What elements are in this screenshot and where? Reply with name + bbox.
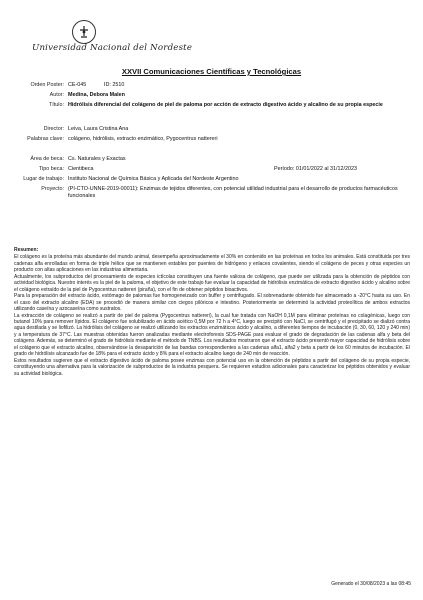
- tipo-value: Cientibeca: [68, 166, 94, 172]
- institution-name: Universidad Nacional del Nordeste: [32, 43, 193, 53]
- lugar-value: Instituto Nacional de Química Básica y Aplicada del Nordeste Argentino: [68, 176, 239, 182]
- proyecto-value: (PI-CTO-UNNE-2019-00011): Enzimas de tejidos diferentes, con potencial utilidad industrial para el desarrollo de productos farmacéuticos funcionales: [68, 186, 398, 199]
- lugar-label: Lugar de trabajo:: [23, 176, 64, 182]
- autor-label: Autor:: [49, 92, 64, 98]
- area-label: Área de beca:: [30, 156, 64, 162]
- generated-timestamp: Generado el 30/08/2023 a las 08:45: [331, 581, 411, 587]
- abstract: [14, 247, 410, 377]
- titulo-value: Hidrólisis diferencial del colágeno de piel de paloma por acción de extracto digestivo ácido y alcalino de su propia especie: [68, 102, 383, 108]
- abstract-paragraph: Estos resultados sugieren que el extracto digestivo ácido de paloma posee enzimas con potencial uso en la obtención de péptidos a partir del colágeno de su propia especie, constituyendo una alternativa para la valorización de subproductos de la industria pesquera. Se requieren estudios adicionales para caracterizar los péptidos obtenidos y evaluar su actividad biológica.: [14, 357, 410, 377]
- orden-value: CE-045: [68, 82, 87, 88]
- metadata-block: [0, 0, 423, 240]
- director-value: Leiva, Laura Cristina Ana: [68, 126, 129, 132]
- proyecto-label: Proyecto:: [41, 186, 64, 192]
- resumen-label: Resumen:: [14, 247, 39, 253]
- abstract-paragraph: Actualmente, los subproductos del procesamiento de especies ictícolas constituyen una fuente valiosa de colágeno, que puede ser utilizada para la obtención de péptidos con actividad biológica. Nuestro interés es la piel de la paloma, el objetivo de este trabajo fue evaluar la capacidad de hidrólisis enzimática de extracto digestivo ácido y alcalino sobre el colágeno extraído de la piel de Pygocentrus nattereri (piraña), con el fin de obtener péptidos bioactivos.: [14, 273, 410, 293]
- palabras-label: Palabras clave:: [27, 136, 64, 142]
- abstract-paragraph: Para la preparación del extracto ácido, estómago de palomas fue homogeneizado con buffer y centrifugado. El sobrenadante obtenido fue almacenado a -20°C hasta su uso. En el caso del extracto alcalino (EDA) se procedió de manera similar con ciegos pilóricos e intestino. Posteriormente se determinó la actividad proteolítica de ambos extractos utilizando caseína y azocaseína como sustratos.: [14, 293, 410, 313]
- titulo-label: Título:: [49, 102, 64, 108]
- palabras-value: colágeno, hidrólisis, extracto enzimático, Pygocentrus nattereri: [68, 136, 218, 142]
- abstract-paragraph: El colágeno es la proteína más abundante del mundo animal, desempeña aproximadamente el 30% en contenido en las proteínas en todos los animales. Está constituida por tres cadenas alfa enrolladas en forma de triple hélice que se mantienen estables por puentes de hidrógeno y enlaces covalentes, siendo el colágeno de peces y otras especies un producto con altas aplicaciones en las industrias alimentaria.: [14, 254, 410, 274]
- id-value: ID: 2510: [104, 82, 125, 88]
- abstract-paragraph: La extracción de colágeno se realizó a partir de piel de paloma (Pygocentrus nattereri), la cual fue tratada con NaOH 0,1M para eliminar proteínas no colagénicas, luego con butanol 10% para remover lípidos. El colágeno fue solubilizado en ácido acético 0,5M por 72 h a 4°C, luego se precipitó con NaCl, se centrifugó y el precipitado se dializó contra agua destilada y se liofilizó. La hidrólisis del colágeno se realizó utilizando los extractos enzimáticos ácido y alcalino, a diferentes tiempos de incubación (0, 30, 60, 120 y 240 min) y a temperatura de 37°C. Las muestras obtenidas fueron analizadas mediante electroforesis SDS-PAGE para evaluar el grado de degradación de las cadenas alfa y beta del colágeno. Además, se determinó el grado de hidrólisis mediante el método de TNBS. Los resultados mostraron que el extracto ácido presentó mayor capacidad de hidrólisis sobre el colágeno que el extracto alcalino, observándose la desaparición de las bandas correspondientes a las cadenas alfa1, alfa2 y beta a partir de los 60 minutos de incubación. El grado de hidrólisis alcanzado fue de 18% para el extracto ácido y 8% para el extracto alcalino luego de 240 min de reacción.: [14, 312, 410, 358]
- autor-value: Medina, Debora Malen: [68, 92, 125, 98]
- area-value: Cs. Naturales y Exactas: [68, 156, 126, 162]
- tipo-label: Tipo beca:: [39, 166, 64, 172]
- conference-title: XXVII Comunicaciones Científicas y Tecnológicas: [121, 67, 302, 76]
- orden-label: Orden Poster:: [30, 82, 64, 88]
- periodo-value: Período: 01/01/2022 al 31/12/2023: [274, 166, 358, 172]
- director-label: Director:: [43, 126, 64, 132]
